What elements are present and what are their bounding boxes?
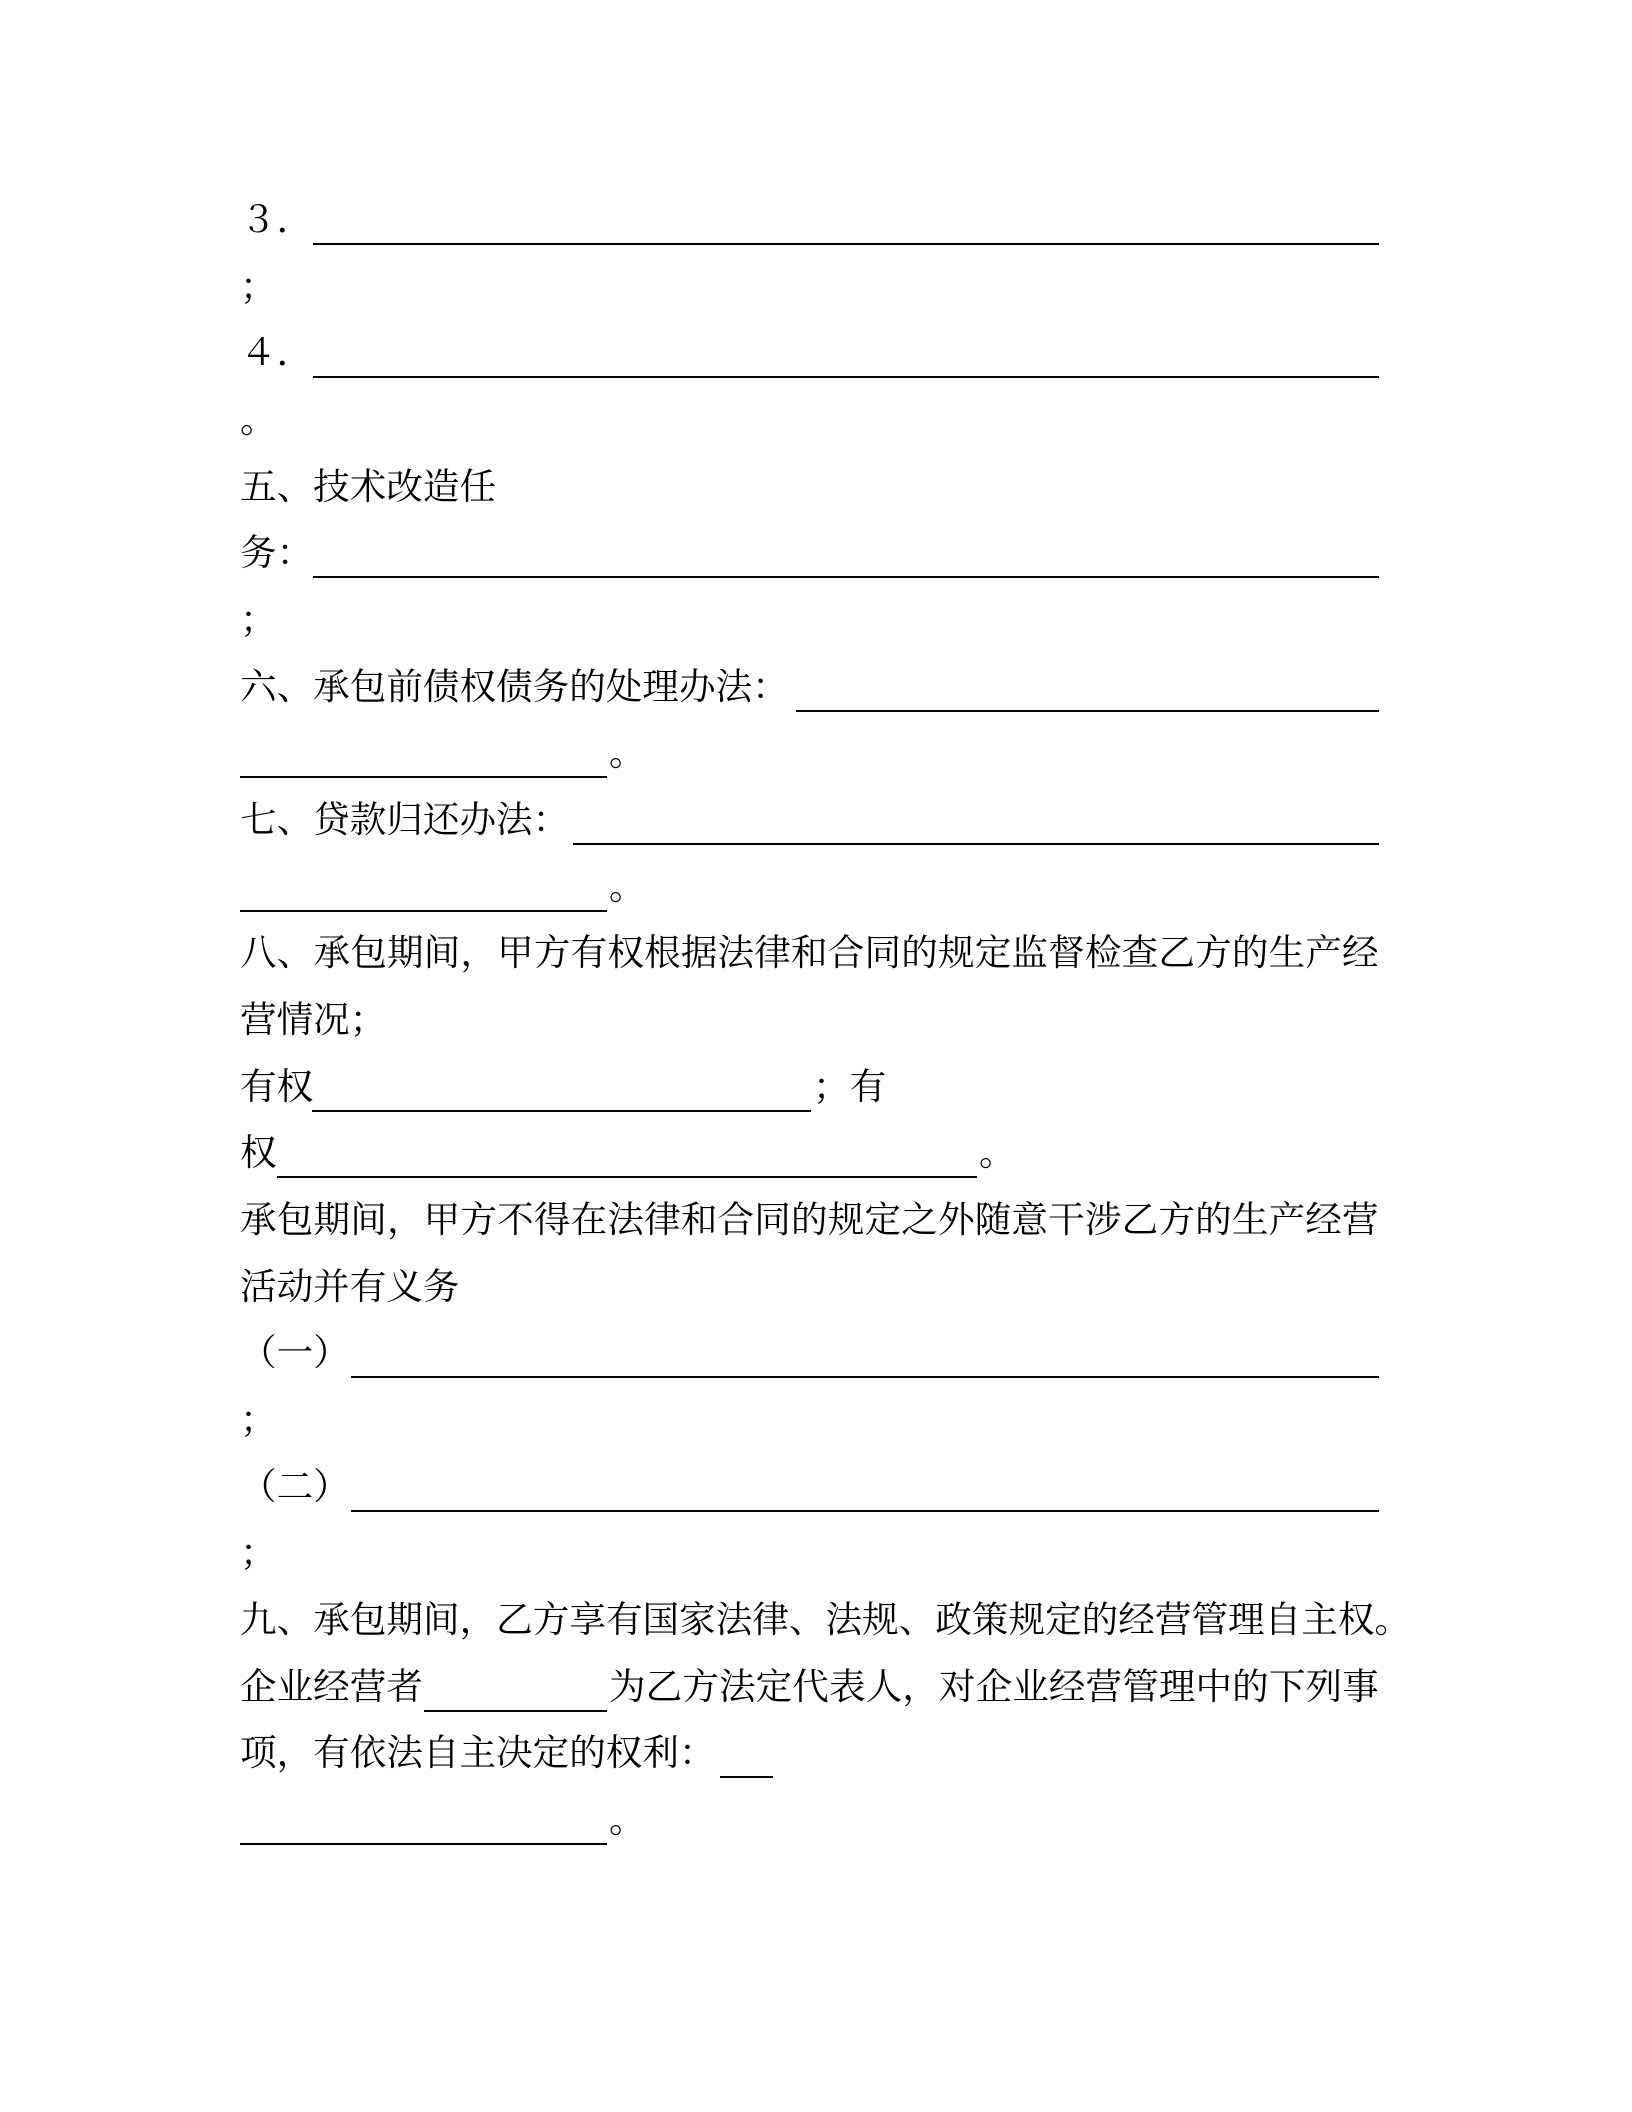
section-8-duty-line-1 xyxy=(0,1198,1632,1254)
glyph: 事 xyxy=(1342,1665,1379,1708)
glyph: 策 xyxy=(971,1598,1009,1641)
glyph: 营 xyxy=(1085,1665,1123,1708)
section-8-duty-1-blank xyxy=(351,1376,1379,1378)
section-8-line-2 xyxy=(0,998,1632,1054)
glyph: 代 xyxy=(792,1665,829,1708)
section-9-line-3 xyxy=(0,1731,1632,1787)
section-5-blank xyxy=(313,576,1379,578)
glyph: 享 xyxy=(569,1598,606,1641)
section-6-continuation-line xyxy=(0,731,1632,787)
section-6-blank-1 xyxy=(796,710,1379,712)
glyph: 为 xyxy=(609,1665,646,1708)
section-9-rights-blank-2 xyxy=(240,1843,607,1845)
glyph: 乙 xyxy=(496,1598,533,1641)
glyph: 家 xyxy=(679,1598,716,1641)
section-9-paragraph-text-1 xyxy=(240,1598,1411,1642)
section-8-paragraph-text-1 xyxy=(240,931,1379,975)
section-8-duty-text-2: 活动并有义务 xyxy=(240,1265,460,1308)
section-8-duty-2-blank xyxy=(351,1510,1379,1512)
glyph: 政 xyxy=(935,1598,972,1641)
glyph: 管 xyxy=(1122,1665,1159,1708)
section-8-duty-2-line xyxy=(0,1465,1632,1521)
glyph: 定 xyxy=(864,1198,902,1241)
section-8-duty-1-label: （一） xyxy=(240,1331,350,1374)
glyph: 的 xyxy=(1195,1198,1232,1241)
glyph: 的 xyxy=(1231,931,1269,974)
item-3-blank xyxy=(313,243,1379,245)
glyph: 方 xyxy=(533,931,571,974)
glyph: 权 xyxy=(607,931,644,974)
item-4-line xyxy=(0,331,1632,387)
glyph: 管 xyxy=(1191,1598,1229,1641)
glyph: 有 xyxy=(605,1598,643,1641)
glyph: 方 xyxy=(1158,1198,1195,1241)
glyph: 包 xyxy=(349,1598,387,1641)
glyph: 方 xyxy=(1195,931,1232,974)
glyph: 随 xyxy=(974,1198,1012,1241)
glyph: 、 xyxy=(898,1598,936,1641)
glyph: 承 xyxy=(240,1198,277,1241)
glyph: 涉 xyxy=(1084,1198,1122,1241)
glyph: 对 xyxy=(938,1665,976,1708)
glyph: 乙 xyxy=(1158,931,1195,974)
glyph: 产 xyxy=(1305,931,1342,974)
glyph: 包 xyxy=(276,1198,314,1241)
section-7-blank-2 xyxy=(240,910,607,912)
section-5-heading-line1 xyxy=(0,465,1632,521)
section-8-duty-2-end-line xyxy=(0,1531,1632,1587)
glyph: 产 xyxy=(1268,1198,1306,1241)
section-9-line-2-prefix: 企业经营者 xyxy=(240,1665,423,1708)
glyph: 表 xyxy=(828,1665,866,1708)
section-8-paragraph-text-2: 营情况； xyxy=(240,998,387,1041)
glyph: 定 xyxy=(974,931,1012,974)
glyph: 承 xyxy=(313,931,351,974)
glyph: 经 xyxy=(1342,931,1379,974)
glyph: 法 xyxy=(717,931,755,974)
glyph: 有 xyxy=(570,931,608,974)
section-8-duty-line-2 xyxy=(0,1265,1632,1321)
glyph: 外 xyxy=(937,1198,975,1241)
glyph: 监 xyxy=(1011,931,1049,974)
glyph: 定 xyxy=(755,1665,793,1708)
glyph: 督 xyxy=(1048,931,1085,974)
glyph: 在 xyxy=(570,1198,608,1241)
section-9-line-1 xyxy=(0,1598,1632,1654)
item-3-label: ３． xyxy=(240,198,314,241)
glyph: 规 xyxy=(1008,1598,1046,1641)
glyph: 法 xyxy=(607,1198,644,1241)
glyph: ， xyxy=(460,931,497,974)
glyph: 、 xyxy=(276,1598,314,1641)
glyph: 规 xyxy=(862,1598,899,1641)
glyph: 律 xyxy=(754,931,791,974)
item-4-blank xyxy=(313,376,1379,378)
glyph: 得 xyxy=(533,1198,571,1241)
glyph: 承 xyxy=(313,1598,350,1641)
glyph: 定 xyxy=(1045,1598,1082,1641)
glyph: ， xyxy=(459,1598,497,1641)
section-6-heading-line xyxy=(0,665,1632,721)
glyph: 合 xyxy=(717,1198,755,1241)
glyph: 、 xyxy=(788,1598,826,1641)
glyph: 甲 xyxy=(423,1198,461,1241)
glyph: 营 xyxy=(1342,1198,1379,1241)
glyph: 干 xyxy=(1048,1198,1085,1241)
glyph: 查 xyxy=(1121,931,1159,974)
section-5-end-line xyxy=(0,598,1632,654)
section-7-blank-1 xyxy=(573,843,1379,845)
item-4-end-mark: 。 xyxy=(240,398,277,441)
glyph: 经 xyxy=(1048,1665,1086,1708)
glyph: 经 xyxy=(1118,1598,1155,1641)
glyph: 检 xyxy=(1084,931,1122,974)
section-8-right-a-line xyxy=(0,1065,1632,1121)
glyph: 间 xyxy=(350,1198,387,1241)
glyph: 生 xyxy=(1268,931,1306,974)
glyph: 下 xyxy=(1268,1665,1306,1708)
glyph: 包 xyxy=(350,931,387,974)
section-9-rights-blank-1 xyxy=(720,1776,773,1778)
glyph: 和 xyxy=(791,931,828,974)
glyph: 之 xyxy=(901,1198,938,1241)
glyph: 主 xyxy=(1301,1598,1338,1641)
glyph: 列 xyxy=(1305,1665,1343,1708)
glyph: 九 xyxy=(240,1598,277,1641)
section-7-heading-line xyxy=(0,798,1632,854)
section-9-line-2-suffix xyxy=(609,1665,1379,1709)
glyph: 方 xyxy=(532,1598,570,1641)
section-5-heading-tail: 务： xyxy=(240,531,314,574)
glyph: 律 xyxy=(644,1198,681,1241)
section-8-right-b-suffix: 。 xyxy=(979,1131,1016,1174)
section-8-right-a-prefix: 有权 xyxy=(240,1065,314,1108)
glyph: 乙 xyxy=(645,1665,683,1708)
glyph: 权 xyxy=(1337,1598,1375,1641)
section-7-end-mark: 。 xyxy=(609,865,646,908)
glyph: 规 xyxy=(937,931,975,974)
section-9-line-3-text: 项，有依法自主决定的权利： xyxy=(240,1731,716,1774)
glyph: 和 xyxy=(680,1198,718,1241)
section-8-right-a-suffix: ；有 xyxy=(813,1065,887,1108)
glyph: 法 xyxy=(718,1665,756,1708)
glyph: 甲 xyxy=(497,931,534,974)
glyph: 理 xyxy=(1228,1598,1265,1641)
section-9-operator-blank xyxy=(424,1710,607,1712)
section-8-duty-1-end-mark: ； xyxy=(240,1398,277,1441)
glyph: 企 xyxy=(975,1665,1013,1708)
glyph: 间 xyxy=(423,931,461,974)
section-9-line-4 xyxy=(0,1798,1632,1854)
glyph: 根 xyxy=(644,931,681,974)
section-6-heading: 六、承包前债权债务的处理办法： xyxy=(240,665,789,708)
section-6-end-mark: 。 xyxy=(609,731,646,774)
glyph: 不 xyxy=(497,1198,534,1241)
item-3-line xyxy=(0,198,1632,254)
glyph: 方 xyxy=(460,1198,497,1241)
glyph: 经 xyxy=(1305,1198,1342,1241)
section-7-continuation-line xyxy=(0,865,1632,921)
section-8-duty-1-end-line xyxy=(0,1398,1632,1454)
glyph: 营 xyxy=(1154,1598,1192,1641)
glyph: 国 xyxy=(642,1598,680,1641)
glyph: 的 xyxy=(1081,1598,1119,1641)
section-8-duty-2-end-mark: ； xyxy=(240,1531,277,1574)
glyph: 期 xyxy=(313,1198,351,1241)
glyph: 人 xyxy=(865,1665,903,1708)
glyph: ， xyxy=(386,1198,424,1241)
item-4-label: ４． xyxy=(240,331,314,374)
section-8-duty-text-1 xyxy=(240,1198,1379,1242)
section-5-heading-line2 xyxy=(0,531,1632,587)
glyph: 律 xyxy=(752,1598,789,1641)
glyph: ， xyxy=(902,1665,939,1708)
section-8-line-1 xyxy=(0,931,1632,987)
glyph: 法 xyxy=(825,1598,863,1641)
glyph: 生 xyxy=(1231,1198,1269,1241)
section-9-line-2 xyxy=(0,1665,1632,1721)
glyph: 期 xyxy=(386,931,424,974)
section-8-right-b-blank xyxy=(277,1176,977,1178)
glyph: 意 xyxy=(1011,1198,1049,1241)
glyph: 法 xyxy=(715,1598,753,1641)
glyph: 业 xyxy=(1012,1665,1049,1708)
glyph: 、 xyxy=(276,931,314,974)
section-7-heading: 七、贷款归还办法： xyxy=(240,798,570,841)
item-4-end-line xyxy=(0,398,1632,454)
section-5-heading-text: 五、技术改造任 xyxy=(240,465,497,508)
glyph: 规 xyxy=(827,1198,865,1241)
glyph: 合 xyxy=(827,931,865,974)
glyph: 理 xyxy=(1158,1665,1196,1708)
glyph: 的 xyxy=(791,1198,828,1241)
glyph: 同 xyxy=(864,931,902,974)
section-8-duty-2-label: （二） xyxy=(240,1465,350,1508)
glyph: 乙 xyxy=(1121,1198,1159,1241)
item-3-end-mark: ； xyxy=(240,265,277,308)
glyph: 的 xyxy=(901,931,938,974)
glyph: 。 xyxy=(1374,1598,1411,1641)
glyph: 期 xyxy=(386,1598,423,1641)
glyph: 八 xyxy=(240,931,277,974)
glyph: 的 xyxy=(1232,1665,1269,1708)
item-3-end-line xyxy=(0,265,1632,321)
glyph: 方 xyxy=(682,1665,719,1708)
glyph: 同 xyxy=(754,1198,791,1241)
section-6-blank-2 xyxy=(240,776,607,778)
glyph: 自 xyxy=(1264,1598,1302,1641)
glyph: 中 xyxy=(1195,1665,1233,1708)
section-8-duty-1-line xyxy=(0,1331,1632,1387)
section-5-end-mark: ； xyxy=(240,598,277,641)
glyph: 据 xyxy=(680,931,718,974)
section-8-right-b-line xyxy=(0,1131,1632,1187)
section-9-end-mark: 。 xyxy=(609,1798,646,1841)
glyph: 间 xyxy=(422,1598,460,1641)
section-8-right-a-blank xyxy=(312,1110,811,1112)
section-8-right-b-prefix: 权 xyxy=(240,1131,277,1174)
